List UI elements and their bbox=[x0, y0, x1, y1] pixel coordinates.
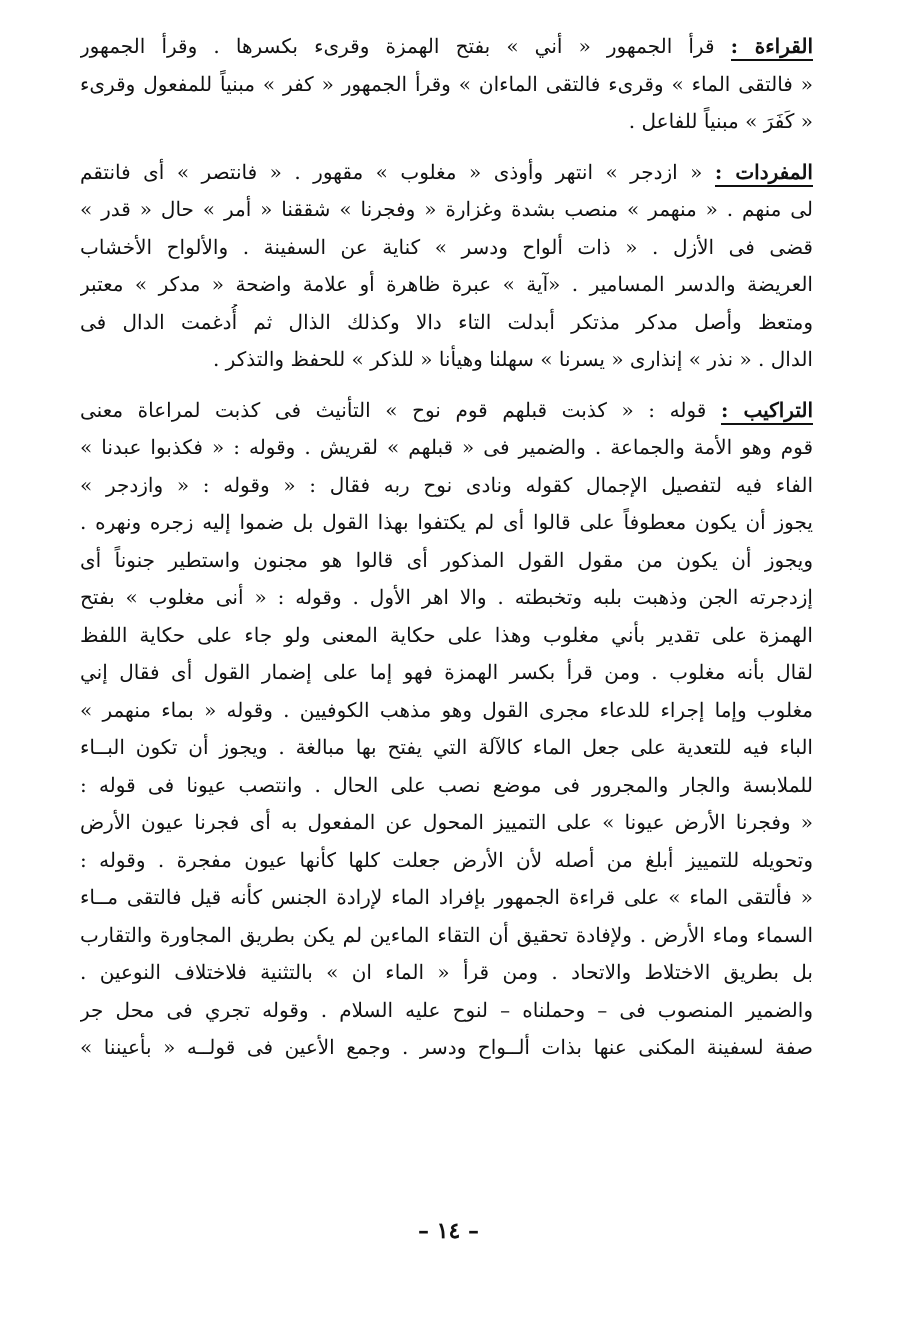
text-line: قضى فى الأزل . « ذات ألواح ودسر » كناية عن السفينة . والألواح الأخشاب bbox=[80, 234, 813, 259]
text-line: « كَفَرَ » مبنياً للفاعل . bbox=[628, 109, 813, 133]
text-line: الدال . « نذر » إنذارى « يسرنا » سهلنا وهيأنا « للذكر » للحفظ والتذكر . bbox=[212, 347, 813, 371]
text-line: يجوز أن يكون معطوفاً على قالوا أى لم يكتفوا بهذا القول بل ضموا إليه زجره ونهره . bbox=[80, 510, 813, 534]
text-line: « فألتقى الماء » على قراءة الجمهور بإفراد الماء لإرادة الجنس كأنه قيل فالتقى مــاء bbox=[80, 885, 813, 909]
text-line: قوله : « كذبت قبلهم قوم نوح » التأنيث فى كذبت لمراعاة معنى bbox=[80, 397, 707, 422]
text-line: وتحويله للتمييز أبلغ من أصله لأن الأرض جعلت كلها كأنها عيون مفجرة . وقوله : bbox=[80, 847, 813, 872]
text-line: ومتعظ وأصل مدكر مذتكر أبدلت التاء دالا وكذلك الذال ثم أُدغمت الدال فى bbox=[80, 309, 813, 334]
text-body bbox=[80, 28, 813, 1080]
text-line: ويجوز أن يكون من مقول القول المذكور أى قالوا هو مجنون واستطير جنوناً أى bbox=[80, 547, 813, 572]
text-line: مغلوب وإما إجراء للدعاء مجرى القول وهو مذهب الكوفيين . وقوله « بماء منهمر » bbox=[80, 697, 813, 722]
section-tarakib bbox=[80, 392, 813, 1067]
text-line: الباء فيه للتعدية على جعل الماء كالآلة التي يفتح بها مبالغة . ويجوز أن تكون البــاء bbox=[80, 735, 813, 759]
text-line: السماء وماء الأرض . ولإفادة تحقيق أن التقاء الماءين لم يكن بطريق المجاورة والتقارب bbox=[80, 922, 813, 947]
text-line: الهمزة على تقدير بأني مغلوب وهذا على حكاية المعنى ولو جاء على حكاية اللفظ bbox=[80, 622, 813, 647]
text-line: والضمير المنصوب فى – وحملناه – لنوح عليه السلام . وقوله تجري فى محل جر bbox=[80, 997, 813, 1022]
text-line: قرأ الجمهور « أني » بفتح الهمزة وقرىء بكسرها . وقرأ الجمهور bbox=[80, 34, 715, 58]
text-line: قوم وهو الأمة والجماعة . والضمير فى « قبلهم » لقريش . وقوله : « فكذبوا عبدنا » bbox=[80, 435, 813, 459]
text-line: بل بطريق الاختلاط والاتحاد . ومن قرأ « الماء ان » بالتثنية فلاختلاف النوعين . bbox=[80, 960, 813, 984]
text-line: لقال بأنه مغلوب . ومن قرأ بكسر الهمزة فهو إما على إضمار القول أى فقال إني bbox=[80, 660, 813, 684]
section-qiraah bbox=[80, 28, 813, 141]
text-line: « ازدجر » انتهر وأوذى « مغلوب » مقهور . « فانتصر » أى فانتقم bbox=[80, 159, 703, 184]
text-line: صفة لسفينة المكنى عنها بذات ألــواح ودسر . وجمع الأعين فى قولــه « بأعيننا » bbox=[80, 1035, 813, 1059]
page-number: – ١٤ – bbox=[418, 1218, 479, 1244]
text-line: للملابسة والجار والمجرور فى موضع نصب على الحال . وانتصب عيونا فى قوله : bbox=[80, 772, 813, 797]
text-line: العريضة والدسر المسامير . «آية » عبرة ظاهرة أو علامة واضحة « مدكر » معتبر bbox=[80, 272, 813, 296]
section-heading-tarakib: التراكيب : bbox=[721, 398, 813, 425]
text-line: « فالتقى الماء » وقرىء فالتقى الماءان » وقرأ الجمهور « كفر » مبنياً للمفعول وقرىء bbox=[80, 71, 813, 96]
section-mufradat bbox=[80, 154, 813, 379]
text-line: « وفجرنا الأرض عيونا » على التمييز المحول عن المفعول به أى فجرنا عيون الأرض bbox=[80, 810, 813, 834]
section-heading-qiraah: القراءة : bbox=[731, 34, 813, 61]
text-line: إزدجرته الجن وذهبت بلبه وتخبطته . والا اهر الأول . وقوله : « أنى مغلوب » بفتح bbox=[80, 585, 813, 609]
text-line: لى منهم . « منهمر » منصب بشدة وغزارة « وفجرنا » شققنا « أمر » حال « قدر » bbox=[80, 197, 813, 221]
section-heading-mufradat: المفردات : bbox=[715, 160, 813, 187]
text-line: الفاء فيه لتفصيل الإجمال كقوله ونادى نوح ربه فقال : « وقوله : « وازدجر » bbox=[80, 472, 813, 497]
